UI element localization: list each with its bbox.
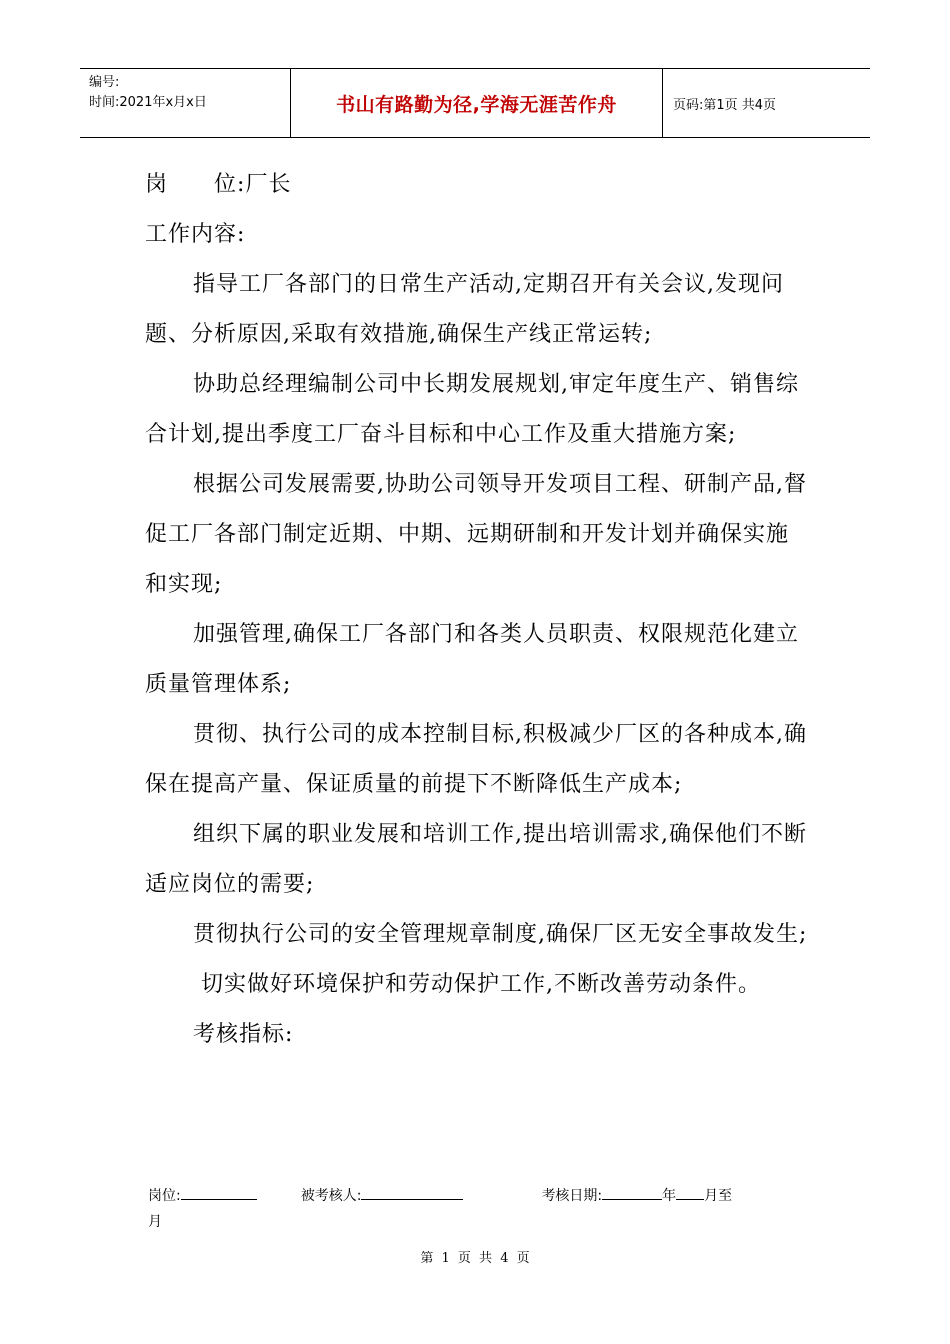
- header-page-info: 页码:第1页 共4页: [673, 97, 777, 113]
- form-assessee-label: 被考核人:: [300, 1188, 362, 1204]
- time-label: 时间:2021年x月x日: [89, 95, 207, 110]
- post-label-b: 位:: [214, 172, 246, 197]
- assessment-form: [148, 1183, 813, 1235]
- form-month: 月: [148, 1214, 162, 1230]
- page-number: 第 1 页 共 4 页: [420, 1251, 530, 1266]
- header-motto: 书山有路勤为径,学海无涯苦作舟: [291, 69, 663, 137]
- month-blank[interactable]: [676, 1185, 704, 1200]
- duty-item: 加强管理,确保工厂各部门和各类人员职责、权限规范化建立质量管理体系;: [145, 622, 799, 697]
- assessment-label: 考核指标:: [193, 1022, 294, 1047]
- duty-item: 组织下属的职业发展和培训工作,提出培训需求,确保他们不断适应岗位的需要;: [145, 822, 807, 897]
- duty-item: 切实做好环境保护和劳动保护工作,不断改善劳动条件。: [193, 972, 761, 997]
- duty-item: 贯彻执行公司的安全管理规章制度,确保厂区无安全事故发生;: [193, 922, 808, 947]
- document-body: [145, 160, 810, 1060]
- duty-item: 协助总经理编制公司中长期发展规划,审定年度生产、销售综合计划,提出季度工厂奋斗目标和中心工作及重大措施方案;: [145, 372, 799, 447]
- duty-item: 根据公司发展需要,协助公司领导开发项目工程、研制产品,督促工厂各部门制定近期、中期、远期研制和开发计划并确保实施和实现;: [145, 472, 807, 597]
- form-month-to: 月至: [704, 1188, 733, 1204]
- post-line: [145, 160, 810, 210]
- duty-item: 贯彻、执行公司的成本控制目标,积极减少厂区的各种成本,确保在提高产量、保证质量的前提下不断降低生产成本;: [145, 722, 807, 797]
- post-label-a: 岗: [145, 172, 169, 197]
- year-blank[interactable]: [602, 1185, 662, 1200]
- number-label: 编号:: [89, 75, 120, 90]
- form-post-label: 岗位:: [148, 1188, 181, 1204]
- post-blank[interactable]: [181, 1185, 257, 1200]
- header-meta: [80, 69, 291, 137]
- post-value: 厂长: [245, 172, 292, 197]
- form-date-label: 考核日期:: [541, 1188, 603, 1204]
- duty-item: 指导工厂各部门的日常生产活动,定期召开有关会议,发现问题、分析原因,采取有效措施,确保生产线正常运转;: [145, 272, 784, 347]
- document-header: [80, 68, 870, 138]
- form-year: 年: [662, 1188, 677, 1204]
- work-content-label: 工作内容:: [145, 222, 246, 247]
- assessee-blank[interactable]: [361, 1185, 463, 1200]
